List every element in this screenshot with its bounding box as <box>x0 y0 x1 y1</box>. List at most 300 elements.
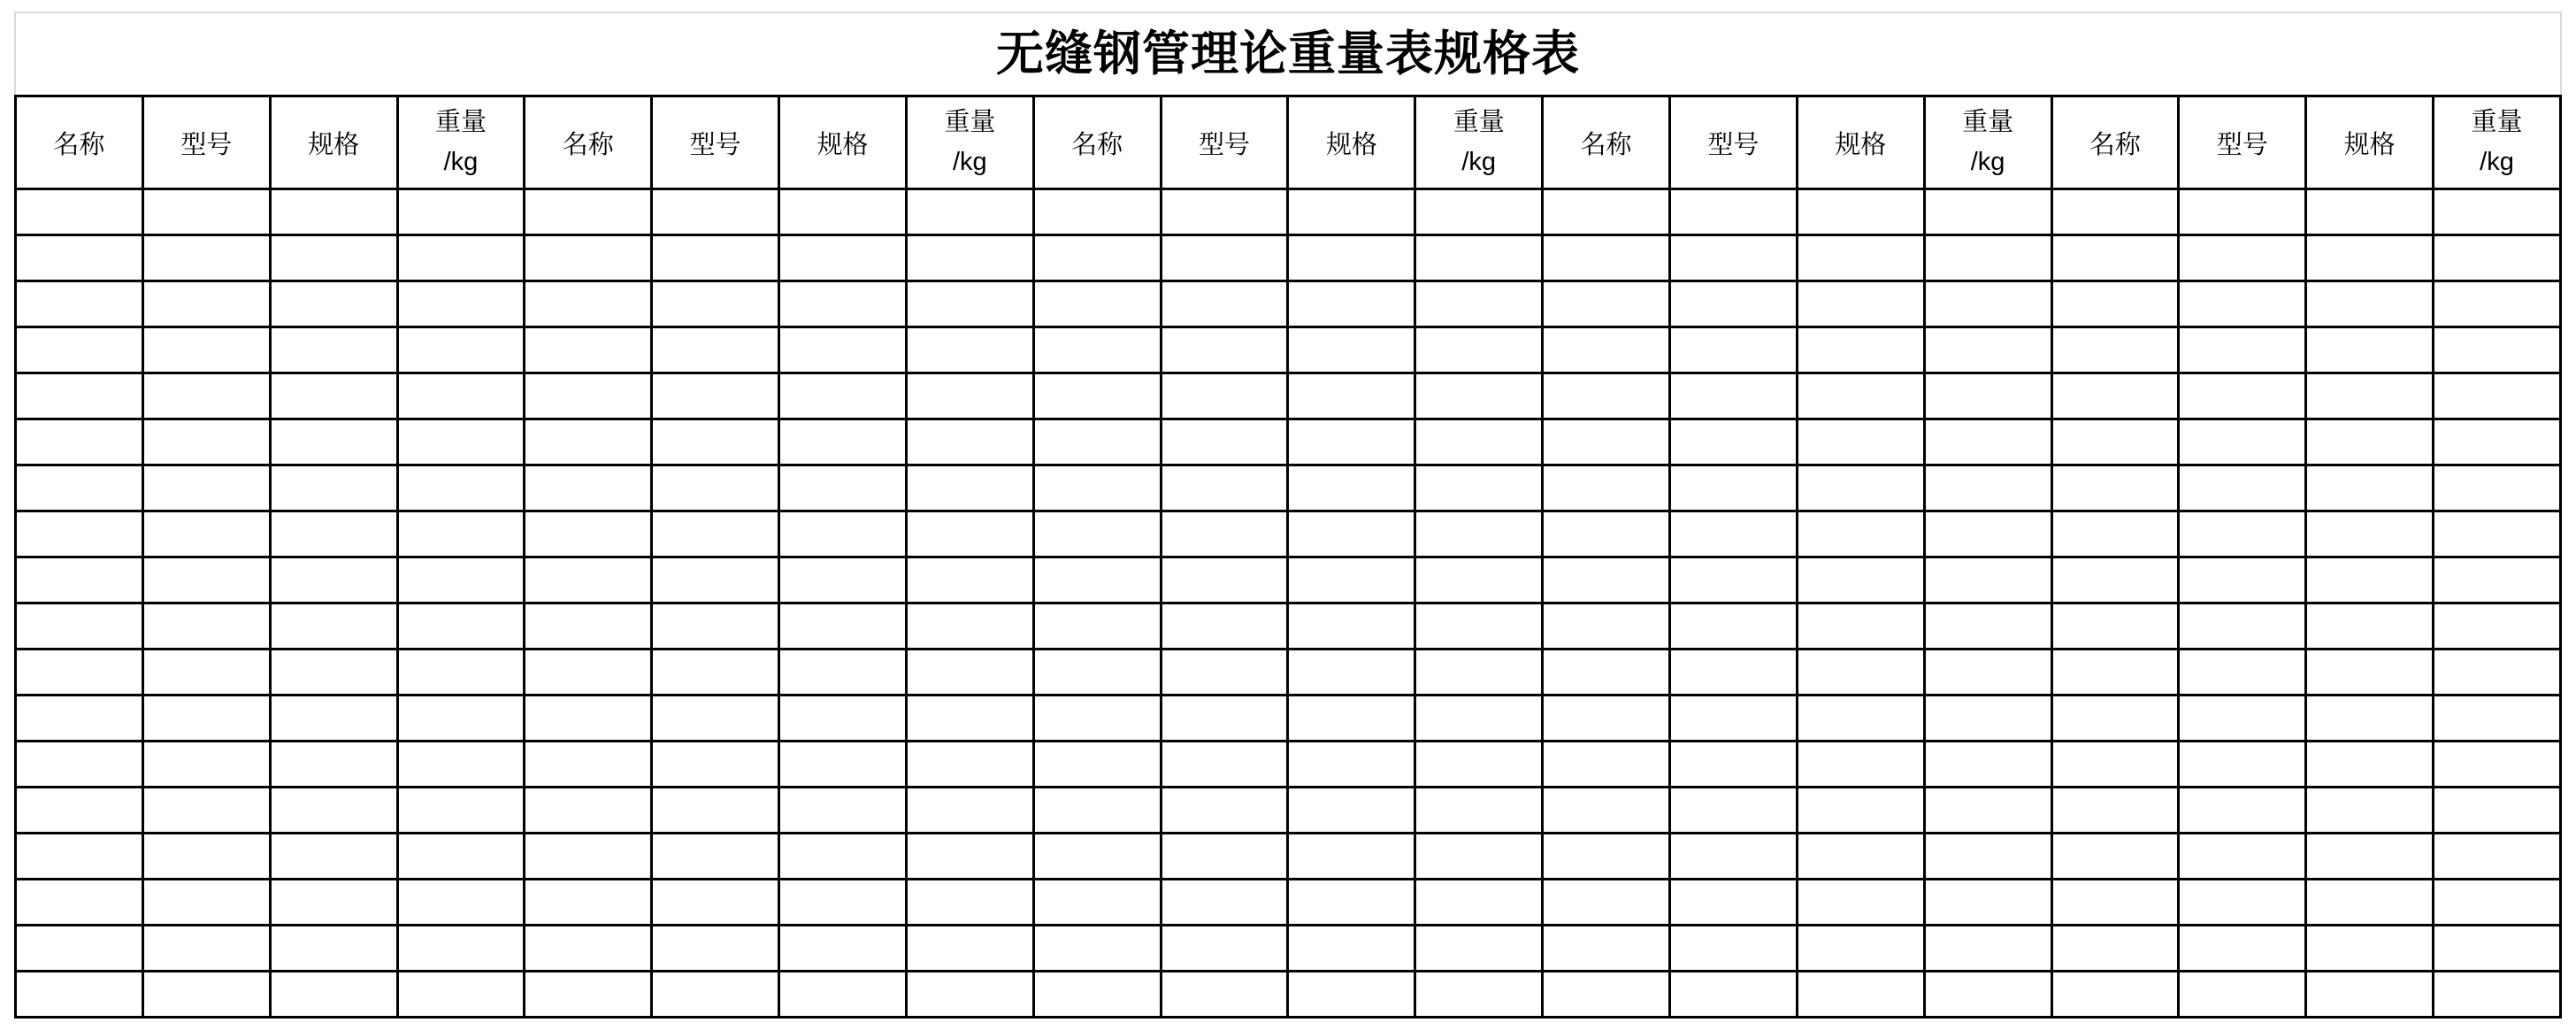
body-cell <box>1415 557 1543 603</box>
body-cell <box>270 880 397 926</box>
body-cell <box>16 603 143 650</box>
header-cell-weight-line: 重量 <box>1962 108 2014 137</box>
header-cell-spec: 规格 <box>2306 96 2434 189</box>
body-cell <box>2434 834 2561 880</box>
body-cell <box>1797 834 1924 880</box>
body-cell <box>397 465 525 511</box>
body-cell <box>1797 327 1924 373</box>
body-cell <box>1288 880 1415 926</box>
header-cell-weight <box>906 96 1033 189</box>
body-cell <box>525 281 652 327</box>
table-title: 无缝钢管理论重量表规格表 <box>996 27 1580 81</box>
body-cell <box>397 235 525 281</box>
body-cell <box>1797 281 1924 327</box>
body-cell <box>1924 834 2051 880</box>
body-cell <box>1924 419 2051 465</box>
body-cell <box>525 419 652 465</box>
body-cell <box>2434 281 2561 327</box>
body-cell <box>16 511 143 557</box>
body-cell <box>525 557 652 603</box>
body-cell <box>906 972 1033 1018</box>
body-cell <box>652 696 779 742</box>
body-cell <box>1924 603 2051 650</box>
body-cell <box>1033 696 1161 742</box>
body-cell <box>1669 742 1797 788</box>
table-row <box>16 327 2561 373</box>
body-cell <box>1797 419 1924 465</box>
body-cell <box>1033 603 1161 650</box>
body-cell <box>1033 972 1161 1018</box>
body-cell <box>2179 281 2306 327</box>
body-cell <box>1415 603 1543 650</box>
body-cell <box>397 880 525 926</box>
body-cell <box>779 650 907 696</box>
header-cell-weight-line: /kg <box>1461 148 1497 176</box>
body-cell <box>1924 880 2051 926</box>
body-cell <box>2434 650 2561 696</box>
body-cell <box>1161 189 1288 235</box>
body-cell <box>270 742 397 788</box>
body-cell <box>1924 281 2051 327</box>
body-cell <box>2051 511 2179 557</box>
header-cell-spec: 规格 <box>779 96 907 189</box>
body-cell <box>142 465 270 511</box>
body-cell <box>906 603 1033 650</box>
body-cell <box>779 465 907 511</box>
body-cell <box>1669 834 1797 880</box>
body-cell <box>2306 696 2434 742</box>
body-cell <box>16 189 143 235</box>
body-cell <box>2179 742 2306 788</box>
body-cell <box>1033 926 1161 972</box>
body-cell <box>1543 189 1670 235</box>
table-row <box>16 834 2561 880</box>
header-cell-spec: 规格 <box>270 96 397 189</box>
header-cell-weight-line: /kg <box>952 148 987 176</box>
body-cell <box>1669 603 1797 650</box>
body-cell <box>1797 511 1924 557</box>
body-cell <box>652 327 779 373</box>
body-cell <box>142 189 270 235</box>
body-cell <box>270 788 397 834</box>
body-cell <box>397 557 525 603</box>
body-cell <box>16 373 143 419</box>
header-cell-name: 名称 <box>1543 96 1670 189</box>
body-cell <box>16 926 143 972</box>
body-cell <box>1161 419 1288 465</box>
body-cell <box>906 926 1033 972</box>
body-cell <box>16 465 143 511</box>
body-cell <box>1543 465 1670 511</box>
body-cell <box>142 235 270 281</box>
table-row <box>16 603 2561 650</box>
body-cell <box>1415 742 1543 788</box>
body-cell <box>142 650 270 696</box>
body-cell <box>2306 557 2434 603</box>
body-cell <box>1669 511 1797 557</box>
body-cell <box>1033 557 1161 603</box>
body-cell <box>2179 327 2306 373</box>
body-cell <box>2051 373 2179 419</box>
body-cell <box>1161 281 1288 327</box>
body-cell <box>779 373 907 419</box>
body-cell <box>1033 511 1161 557</box>
body-cell <box>1543 788 1670 834</box>
body-cell <box>652 189 779 235</box>
body-cell <box>1161 926 1288 972</box>
body-cell <box>1161 327 1288 373</box>
body-cell <box>525 880 652 926</box>
table-row <box>16 742 2561 788</box>
body-cell <box>1797 880 1924 926</box>
body-cell <box>1033 281 1161 327</box>
body-cell <box>2434 788 2561 834</box>
body-cell <box>2306 465 2434 511</box>
body-cell <box>270 189 397 235</box>
body-cell <box>906 235 1033 281</box>
body-cell <box>779 742 907 788</box>
body-cell <box>2179 373 2306 419</box>
body-cell <box>1797 235 1924 281</box>
body-cell <box>525 650 652 696</box>
body-cell <box>1543 696 1670 742</box>
body-cell <box>1669 880 1797 926</box>
body-cell <box>1033 235 1161 281</box>
body-cell <box>1288 327 1415 373</box>
body-cell <box>397 327 525 373</box>
body-cell <box>1288 189 1415 235</box>
body-cell <box>1924 742 2051 788</box>
header-cell-name: 名称 <box>2051 96 2179 189</box>
body-cell <box>1415 926 1543 972</box>
body-cell <box>1669 557 1797 603</box>
body-cell <box>16 419 143 465</box>
body-cell <box>16 327 143 373</box>
body-cell <box>1288 603 1415 650</box>
body-cell <box>525 327 652 373</box>
body-cell <box>142 742 270 788</box>
body-cell <box>1543 834 1670 880</box>
body-cell <box>1669 788 1797 834</box>
body-cell <box>906 650 1033 696</box>
body-cell <box>1415 650 1543 696</box>
body-cell <box>1415 511 1543 557</box>
body-cell <box>2306 235 2434 281</box>
header-cell-name: 名称 <box>1033 96 1161 189</box>
body-cell <box>1033 419 1161 465</box>
body-cell <box>652 465 779 511</box>
header-cell-weight-line: /kg <box>1970 148 2005 176</box>
body-cell <box>1543 327 1670 373</box>
body-cell <box>270 696 397 742</box>
body-cell <box>906 189 1033 235</box>
body-cell <box>1288 650 1415 696</box>
table-row <box>16 880 2561 926</box>
body-cell <box>397 281 525 327</box>
body-cell <box>2051 972 2179 1018</box>
body-cell <box>142 281 270 327</box>
body-cell <box>397 373 525 419</box>
body-cell <box>2434 742 2561 788</box>
body-cell <box>1797 189 1924 235</box>
body-cell <box>2306 327 2434 373</box>
body-cell <box>270 235 397 281</box>
body-cell <box>779 281 907 327</box>
body-cell <box>1924 511 2051 557</box>
body-cell <box>397 189 525 235</box>
header-cell-weight <box>2434 96 2561 189</box>
header-cell-weight-line: /kg <box>443 148 479 176</box>
body-cell <box>142 511 270 557</box>
body-cell <box>1669 235 1797 281</box>
body-cell <box>142 327 270 373</box>
header-cell-model: 型号 <box>1161 96 1288 189</box>
body-cell <box>1415 465 1543 511</box>
body-cell <box>397 834 525 880</box>
body-cell <box>270 419 397 465</box>
body-cell <box>2179 419 2306 465</box>
body-cell <box>270 327 397 373</box>
body-cell <box>2434 235 2561 281</box>
body-cell <box>1924 189 2051 235</box>
body-cell <box>1543 926 1670 972</box>
body-cell <box>1415 788 1543 834</box>
body-cell <box>525 696 652 742</box>
body-cell <box>1415 373 1543 419</box>
table-row <box>16 511 2561 557</box>
header-cell-name: 名称 <box>16 96 143 189</box>
table-row <box>16 557 2561 603</box>
body-cell <box>2179 880 2306 926</box>
body-cell <box>1797 465 1924 511</box>
body-cell <box>16 834 143 880</box>
body-cell <box>397 742 525 788</box>
body-cell <box>2051 603 2179 650</box>
body-cell <box>142 834 270 880</box>
body-cell <box>2179 926 2306 972</box>
body-cell <box>525 972 652 1018</box>
body-cell <box>906 834 1033 880</box>
table-row <box>16 696 2561 742</box>
body-cell <box>525 788 652 834</box>
body-cell <box>906 281 1033 327</box>
body-cell <box>1033 189 1161 235</box>
body-cell <box>1288 557 1415 603</box>
body-cell <box>2051 742 2179 788</box>
body-cell <box>1033 465 1161 511</box>
body-cell <box>1161 511 1288 557</box>
body-cell <box>652 603 779 650</box>
body-cell <box>1924 235 2051 281</box>
body-cell <box>906 742 1033 788</box>
body-cell <box>525 926 652 972</box>
body-cell <box>1288 373 1415 419</box>
body-cell <box>906 327 1033 373</box>
body-cell <box>2179 788 2306 834</box>
body-cell <box>270 650 397 696</box>
body-cell <box>652 880 779 926</box>
body-cell <box>1415 281 1543 327</box>
body-cell <box>1669 373 1797 419</box>
table-row <box>16 788 2561 834</box>
body-cell <box>397 788 525 834</box>
body-cell <box>779 972 907 1018</box>
body-cell <box>906 696 1033 742</box>
body-cell <box>652 650 779 696</box>
body-cell <box>525 373 652 419</box>
body-cell <box>1543 972 1670 1018</box>
body-cell <box>1924 788 2051 834</box>
body-cell <box>2051 281 2179 327</box>
body-cell <box>2434 327 2561 373</box>
header-cell-weight <box>1415 96 1543 189</box>
body-cell <box>1033 742 1161 788</box>
body-cell <box>1033 834 1161 880</box>
body-cell <box>1161 603 1288 650</box>
body-cell <box>525 603 652 650</box>
body-cell <box>525 235 652 281</box>
body-cell <box>1797 696 1924 742</box>
body-cell <box>397 972 525 1018</box>
body-cell <box>652 557 779 603</box>
body-cell <box>2434 972 2561 1018</box>
body-cell <box>652 511 779 557</box>
body-cell <box>1669 650 1797 696</box>
body-cell <box>142 373 270 419</box>
body-cell <box>779 603 907 650</box>
body-cell <box>2179 557 2306 603</box>
body-cell <box>270 373 397 419</box>
body-cell <box>1797 373 1924 419</box>
body-cell <box>2306 281 2434 327</box>
table-header-row <box>16 96 2561 189</box>
body-cell <box>1161 834 1288 880</box>
body-cell <box>779 696 907 742</box>
body-cell <box>1161 972 1288 1018</box>
body-cell <box>1543 511 1670 557</box>
body-cell <box>1415 189 1543 235</box>
body-cell <box>142 926 270 972</box>
body-cell <box>1924 557 2051 603</box>
body-cell <box>779 880 907 926</box>
body-cell <box>779 189 907 235</box>
body-cell <box>1797 926 1924 972</box>
body-cell <box>1033 788 1161 834</box>
body-cell <box>1543 557 1670 603</box>
body-cell <box>2306 373 2434 419</box>
header-cell-weight-line: 重量 <box>2471 108 2523 137</box>
body-cell <box>1288 419 1415 465</box>
table-row <box>16 926 2561 972</box>
body-cell <box>16 972 143 1018</box>
body-cell <box>1543 650 1670 696</box>
body-cell <box>1161 880 1288 926</box>
header-cell-weight <box>397 96 525 189</box>
body-cell <box>2434 419 2561 465</box>
body-cell <box>779 511 907 557</box>
body-cell <box>1288 696 1415 742</box>
body-cell <box>2306 742 2434 788</box>
body-cell <box>397 511 525 557</box>
body-cell <box>2051 189 2179 235</box>
table-row <box>16 465 2561 511</box>
body-cell <box>1669 696 1797 742</box>
header-cell-model: 型号 <box>2179 96 2306 189</box>
body-cell <box>906 373 1033 419</box>
body-cell <box>1797 788 1924 834</box>
body-cell <box>2306 419 2434 465</box>
body-cell <box>16 281 143 327</box>
body-cell <box>1543 742 1670 788</box>
body-cell <box>1161 696 1288 742</box>
body-cell <box>16 557 143 603</box>
body-cell <box>652 834 779 880</box>
body-cell <box>2434 603 2561 650</box>
body-cell <box>1033 373 1161 419</box>
body-cell <box>906 419 1033 465</box>
body-cell <box>1288 235 1415 281</box>
body-cell <box>1924 972 2051 1018</box>
body-cell <box>2434 189 2561 235</box>
body-cell <box>2179 603 2306 650</box>
body-cell <box>525 465 652 511</box>
body-cell <box>16 788 143 834</box>
header-cell-model: 型号 <box>1669 96 1797 189</box>
body-cell <box>2306 650 2434 696</box>
body-cell <box>1797 650 1924 696</box>
body-cell <box>2306 834 2434 880</box>
body-cell <box>397 926 525 972</box>
body-cell <box>1415 327 1543 373</box>
body-cell <box>525 742 652 788</box>
table-header <box>16 96 2561 189</box>
body-cell <box>2306 972 2434 1018</box>
body-cell <box>1669 189 1797 235</box>
body-cell <box>779 557 907 603</box>
body-cell <box>2051 880 2179 926</box>
header-cell-model: 型号 <box>652 96 779 189</box>
body-cell <box>1415 880 1543 926</box>
body-cell <box>1161 465 1288 511</box>
table-row <box>16 189 2561 235</box>
body-cell <box>1924 327 2051 373</box>
body-cell <box>2306 880 2434 926</box>
body-cell <box>2179 650 2306 696</box>
body-cell <box>525 511 652 557</box>
body-cell <box>16 650 143 696</box>
body-cell <box>1288 972 1415 1018</box>
body-cell <box>652 235 779 281</box>
body-cell <box>142 557 270 603</box>
body-cell <box>906 511 1033 557</box>
body-cell <box>652 419 779 465</box>
body-cell <box>142 880 270 926</box>
header-cell-name: 名称 <box>525 96 652 189</box>
header-cell-weight-line: 重量 <box>944 108 996 137</box>
body-cell <box>1797 557 1924 603</box>
body-cell <box>2179 972 2306 1018</box>
body-cell <box>16 696 143 742</box>
body-cell <box>2306 788 2434 834</box>
body-cell <box>2051 650 2179 696</box>
body-cell <box>2306 926 2434 972</box>
body-cell <box>2179 189 2306 235</box>
body-cell <box>1669 419 1797 465</box>
body-cell <box>2179 696 2306 742</box>
body-cell <box>1669 972 1797 1018</box>
body-cell <box>270 834 397 880</box>
body-cell <box>1161 373 1288 419</box>
